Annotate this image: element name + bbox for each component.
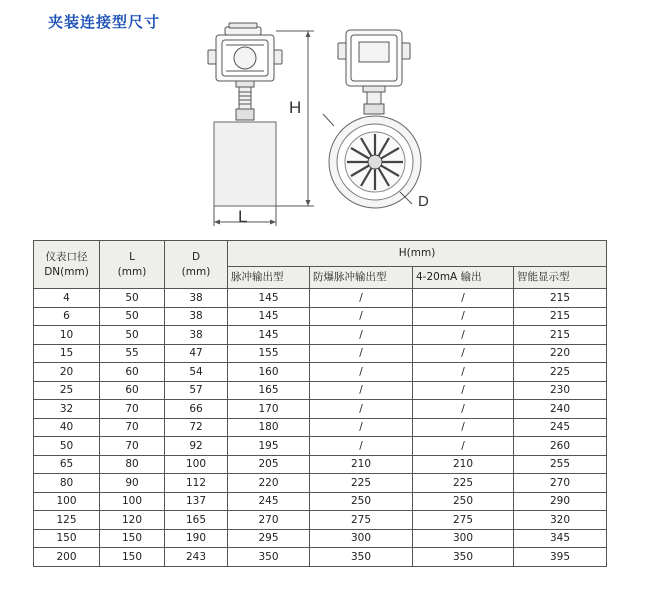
cell-dn: 125 [34, 511, 100, 530]
cell-d: 92 [165, 437, 228, 456]
cell-h-smart-display: 245 [514, 418, 607, 437]
cell-h-smart-display: 290 [514, 492, 607, 511]
cell-h-smart-display: 240 [514, 400, 607, 419]
table-row [34, 492, 607, 511]
table-row [34, 400, 607, 419]
cell-h-pulse: 270 [228, 511, 310, 530]
header-dn [34, 241, 100, 289]
header-l-line1: L [129, 250, 135, 263]
h-label: H [289, 98, 302, 117]
cell-h-explosion-proof: / [310, 363, 413, 382]
cell-l: 100 [100, 492, 165, 511]
cell-dn: 50 [34, 437, 100, 456]
table-row [34, 418, 607, 437]
cell-h-explosion-proof: / [310, 400, 413, 419]
table-row [34, 307, 607, 326]
cell-h-explosion-proof: 275 [310, 511, 413, 530]
cell-h-explosion-proof: 225 [310, 474, 413, 493]
cell-h-4-20ma: / [413, 381, 514, 400]
table-row [34, 548, 607, 567]
cell-dn: 40 [34, 418, 100, 437]
table-row [34, 437, 607, 456]
page-title: 夹装连接型尺寸 [48, 13, 161, 31]
cell-h-smart-display: 215 [514, 289, 607, 308]
d-label: D [418, 193, 429, 210]
cell-l: 55 [100, 344, 165, 363]
table-body [34, 289, 607, 567]
cell-l: 120 [100, 511, 165, 530]
cell-d: 57 [165, 381, 228, 400]
cell-dn: 200 [34, 548, 100, 567]
cell-dn: 65 [34, 455, 100, 474]
cell-dn: 150 [34, 529, 100, 548]
cell-dn: 100 [34, 492, 100, 511]
header-d [165, 241, 228, 289]
cell-h-explosion-proof: 300 [310, 529, 413, 548]
cell-h-pulse: 220 [228, 474, 310, 493]
table-header-row [34, 241, 607, 267]
table-row [34, 529, 607, 548]
cell-h-explosion-proof: 210 [310, 455, 413, 474]
cell-h-4-20ma: 210 [413, 455, 514, 474]
cell-d: 112 [165, 474, 228, 493]
cell-d: 137 [165, 492, 228, 511]
table-row [34, 363, 607, 382]
cell-dn: 6 [34, 307, 100, 326]
cell-d: 38 [165, 307, 228, 326]
cell-h-4-20ma: / [413, 326, 514, 345]
subheader-pulse: 脉冲输出型 [228, 267, 310, 289]
cell-h-pulse: 350 [228, 548, 310, 567]
header-d-line2: (mm) [181, 265, 211, 278]
cell-h-4-20ma: / [413, 437, 514, 456]
header-l [100, 241, 165, 289]
cell-h-pulse: 145 [228, 307, 310, 326]
cell-d: 38 [165, 326, 228, 345]
cell-l: 50 [100, 326, 165, 345]
cell-h-pulse: 145 [228, 326, 310, 345]
cell-h-explosion-proof: / [310, 289, 413, 308]
cell-h-pulse: 245 [228, 492, 310, 511]
subheader-explosion-proof: 防爆脉冲输出型 [310, 267, 413, 289]
table-row [34, 289, 607, 308]
cell-h-4-20ma: 250 [413, 492, 514, 511]
cell-h-explosion-proof: / [310, 326, 413, 345]
cell-h-smart-display: 255 [514, 455, 607, 474]
header-h: H(mm) [228, 241, 607, 267]
cell-h-explosion-proof: / [310, 381, 413, 400]
cell-h-smart-display: 215 [514, 307, 607, 326]
cell-h-pulse: 205 [228, 455, 310, 474]
table-row [34, 511, 607, 530]
cell-h-explosion-proof: / [310, 418, 413, 437]
cell-d: 47 [165, 344, 228, 363]
cell-h-4-20ma: 350 [413, 548, 514, 567]
cell-h-4-20ma: / [413, 400, 514, 419]
header-d-line1: D [191, 250, 201, 263]
cell-l: 150 [100, 548, 165, 567]
table-row [34, 344, 607, 363]
header-l-line2: (mm) [117, 265, 147, 278]
cell-h-4-20ma: 225 [413, 474, 514, 493]
cell-h-smart-display: 270 [514, 474, 607, 493]
cell-l: 60 [100, 363, 165, 382]
side-view [323, 30, 421, 208]
cell-h-4-20ma: 275 [413, 511, 514, 530]
cell-h-explosion-proof: / [310, 344, 413, 363]
cell-h-smart-display: 225 [514, 363, 607, 382]
table-row [34, 381, 607, 400]
cell-h-pulse: 165 [228, 381, 310, 400]
table-row [34, 455, 607, 474]
dimension-table [33, 240, 607, 567]
table-row [34, 474, 607, 493]
cell-h-smart-display: 260 [514, 437, 607, 456]
cell-h-explosion-proof: 250 [310, 492, 413, 511]
cell-dn: 20 [34, 363, 100, 382]
cell-d: 54 [165, 363, 228, 382]
cell-d: 66 [165, 400, 228, 419]
cell-h-pulse: 160 [228, 363, 310, 382]
cell-l: 70 [100, 418, 165, 437]
dimension-drawing [195, 22, 455, 230]
cell-l: 50 [100, 307, 165, 326]
cell-h-explosion-proof: / [310, 437, 413, 456]
cell-dn: 32 [34, 400, 100, 419]
cell-h-4-20ma: / [413, 344, 514, 363]
cell-dn: 4 [34, 289, 100, 308]
cell-l: 50 [100, 289, 165, 308]
cell-d: 38 [165, 289, 228, 308]
subheader-4-20ma: 4-20mA 输出 [413, 267, 514, 289]
cell-d: 190 [165, 529, 228, 548]
cell-dn: 10 [34, 326, 100, 345]
cell-h-smart-display: 320 [514, 511, 607, 530]
cell-h-pulse: 145 [228, 289, 310, 308]
cell-h-pulse: 170 [228, 400, 310, 419]
cell-h-explosion-proof: / [310, 307, 413, 326]
cell-dn: 15 [34, 344, 100, 363]
cell-d: 243 [165, 548, 228, 567]
cell-dn: 25 [34, 381, 100, 400]
cell-h-smart-display: 230 [514, 381, 607, 400]
cell-h-4-20ma: / [413, 363, 514, 382]
cell-l: 150 [100, 529, 165, 548]
cell-h-4-20ma: 300 [413, 529, 514, 548]
header-dn-line2: DN(mm) [44, 265, 89, 278]
cell-h-4-20ma: / [413, 418, 514, 437]
cell-h-smart-display: 215 [514, 326, 607, 345]
header-dn-line1: 仪表口径 [45, 250, 88, 263]
cell-h-smart-display: 220 [514, 344, 607, 363]
cell-l: 70 [100, 437, 165, 456]
front-view [208, 23, 314, 226]
subheader-smart-display: 智能显示型 [514, 267, 607, 289]
cell-d: 100 [165, 455, 228, 474]
cell-h-pulse: 180 [228, 418, 310, 437]
cell-h-4-20ma: / [413, 289, 514, 308]
cell-h-pulse: 155 [228, 344, 310, 363]
cell-h-pulse: 195 [228, 437, 310, 456]
cell-l: 90 [100, 474, 165, 493]
cell-dn: 80 [34, 474, 100, 493]
cell-l: 70 [100, 400, 165, 419]
cell-h-4-20ma: / [413, 307, 514, 326]
cell-d: 72 [165, 418, 228, 437]
l-label: L [238, 207, 248, 226]
cell-h-smart-display: 395 [514, 548, 607, 567]
cell-h-pulse: 295 [228, 529, 310, 548]
table-row [34, 326, 607, 345]
cell-l: 80 [100, 455, 165, 474]
cell-d: 165 [165, 511, 228, 530]
cell-h-explosion-proof: 350 [310, 548, 413, 567]
cell-h-smart-display: 345 [514, 529, 607, 548]
cell-l: 60 [100, 381, 165, 400]
